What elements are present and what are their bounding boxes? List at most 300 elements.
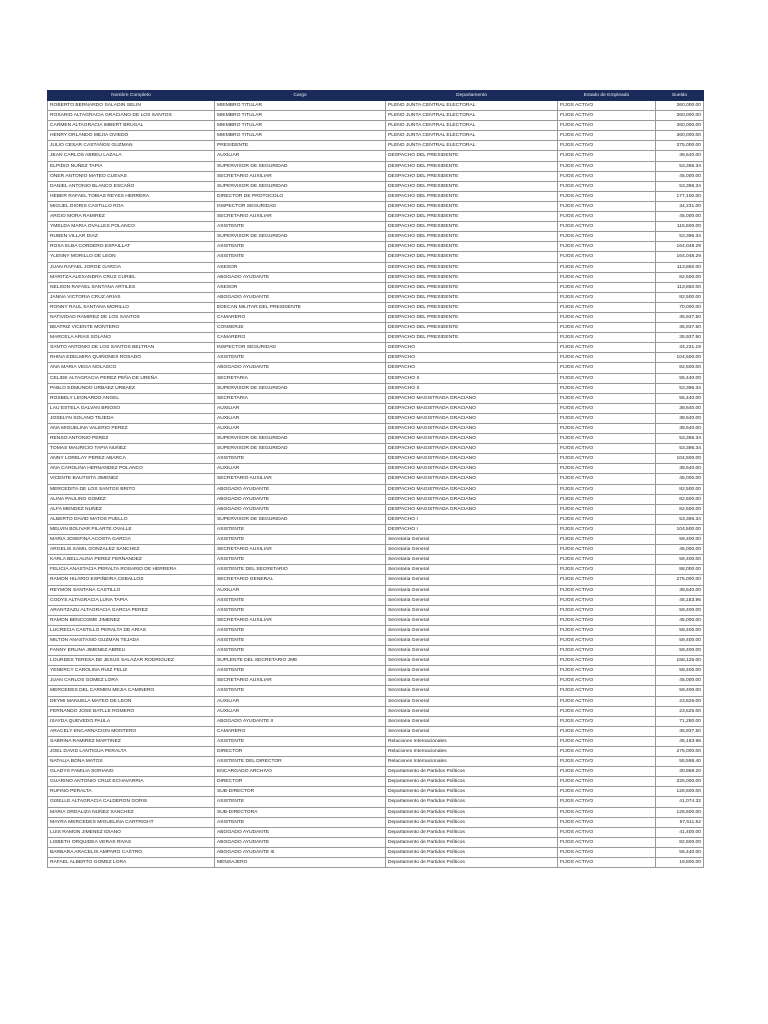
cell-cargo: AUXILIAR [215, 403, 386, 413]
table-row [48, 656, 704, 666]
cell-nombre: TOMAS MAURICIO TAPIA NUÑEZ [48, 444, 215, 454]
cell-nombre: SABRINA RAMIREZ MARTINEZ [48, 736, 215, 746]
cell-departamento: DESPACHO II [386, 383, 558, 393]
cell-cargo: ASISTENTE [215, 454, 386, 464]
cell-sueldo: 82,500.00 [656, 484, 704, 494]
cell-sueldo: 45,000.00 [656, 474, 704, 484]
cell-sueldo: 30,958.20 [656, 767, 704, 777]
cell-nombre: JOEL DAVID LANTIGUA PERALTA [48, 747, 215, 757]
cell-sueldo: 360,000.00 [656, 101, 704, 111]
cell-departamento: DESPACHO MAGISTRADA GRACIANO [386, 403, 558, 413]
cell-nombre: LOURDES TERESA DE JESUS SALAZAR RODRIGUEZ [48, 656, 215, 666]
cell-sueldo: 126,500.00 [656, 807, 704, 817]
table-row [48, 514, 704, 524]
cell-nombre: ARANTZAZU ALTAGRACIA GARCIA PEREZ [48, 605, 215, 615]
cell-sueldo: 177,100.00 [656, 191, 704, 201]
cell-cargo: CAMARERO [215, 333, 386, 343]
table-row [48, 625, 704, 635]
cell-cargo: ABOGADO AYUDANTE II [215, 716, 386, 726]
cell-cargo: SUPERVISOR DE SEGURIDAD [215, 181, 386, 191]
cell-sueldo: 45,000.00 [656, 676, 704, 686]
cell-cargo: ASISTENTE DEL DIRECTOR [215, 757, 386, 767]
cell-nombre: ROSBELY LEONARDO ANGEL [48, 393, 215, 403]
cell-departamento: Departamento de Partidos Políticos [386, 837, 558, 847]
cell-nombre: ANA CAROLINA HERNANDEZ POLANCO [48, 464, 215, 474]
table-row [48, 413, 704, 423]
cell-cargo: ASISTENTE DEL SECRETARIO [215, 565, 386, 575]
cell-cargo: AUXILIAR [215, 706, 386, 716]
cell-cargo: SUPERVISOR DE SEGURIDAD [215, 383, 386, 393]
cell-sueldo: 55,440.00 [656, 847, 704, 857]
table-row [48, 635, 704, 645]
cell-nombre: ANNY LORELAY PEREZ ABARCA [48, 454, 215, 464]
cell-estado: FIJOS ACTIVO [558, 222, 656, 232]
cell-estado: FIJOS ACTIVO [558, 373, 656, 383]
cell-nombre: MARITZA ALEXANDRA CRUZ CURIEL [48, 272, 215, 282]
cell-sueldo: 35,937.50 [656, 333, 704, 343]
cell-nombre: JUAN RAFAEL JORGE GARCIA [48, 262, 215, 272]
cell-cargo: ASISTENTE [215, 535, 386, 545]
table-row [48, 595, 704, 605]
cell-nombre: GLADYS FAMILIA SORIANO [48, 767, 215, 777]
cell-nombre: MARIA ORDALIZA NUÑEZ SANCHEZ [48, 807, 215, 817]
cell-departamento: DESPACHO [386, 363, 558, 373]
cell-departamento: Secretaria General [386, 575, 558, 585]
cell-estado: FIJOS ACTIVO [558, 454, 656, 464]
cell-nombre: YMELDA MARIA OVALLES POLANCO [48, 222, 215, 232]
cell-estado: FIJOS ACTIVO [558, 504, 656, 514]
cell-sueldo: 59,400.00 [656, 666, 704, 676]
cell-estado: FIJOS ACTIVO [558, 444, 656, 454]
cell-departamento: Secretaria General [386, 706, 558, 716]
cell-departamento: DESPACHO MAGISTRADA GRACIANO [386, 464, 558, 474]
table-row [48, 363, 704, 373]
cell-departamento: DESPACHO MAGISTRADA GRACIANO [386, 424, 558, 434]
cell-estado: FIJOS ACTIVO [558, 131, 656, 141]
cell-departamento: DESPACHO DEL PRESIDENTE [386, 252, 558, 262]
cell-nombre: GISELLE ALTAGRACIA CALDERON GORIS [48, 797, 215, 807]
cell-estado: FIJOS ACTIVO [558, 585, 656, 595]
cell-estado: FIJOS ACTIVO [558, 726, 656, 736]
cell-estado: FIJOS ACTIVO [558, 353, 656, 363]
cell-cargo: AUXILIAR [215, 585, 386, 595]
cell-departamento: DESPACHO II [386, 373, 558, 383]
cell-departamento: DESPACHO DEL PRESIDENTE [386, 302, 558, 312]
cell-sueldo: 275,000.00 [656, 747, 704, 757]
cell-estado: FIJOS ACTIVO [558, 302, 656, 312]
cell-estado: FIJOS ACTIVO [558, 434, 656, 444]
cell-departamento: PLENO JUNTA CENTRAL ELECTORAL [386, 141, 558, 151]
cell-estado: FIJOS ACTIVO [558, 747, 656, 757]
cell-departamento: PLENO JUNTA CENTRAL ELECTORAL [386, 121, 558, 131]
cell-nombre: CELIDE ALTAGRACIA PEREZ PEÑA DE UREÑA [48, 373, 215, 383]
cell-cargo: ABOGADO AYUDANTE [215, 484, 386, 494]
cell-departamento: DESPACHO I [386, 524, 558, 534]
table-row [48, 292, 704, 302]
cell-departamento: DESPACHO DEL PRESIDENTE [386, 212, 558, 222]
cell-nombre: RUBEN VILLAR DIAZ [48, 232, 215, 242]
table-row [48, 131, 704, 141]
cell-departamento: Departamento de Partidos Políticos [386, 858, 558, 868]
cell-departamento: Secretaria General [386, 676, 558, 686]
cell-cargo: CAMARERO [215, 726, 386, 736]
payroll-table [47, 90, 704, 868]
cell-estado: FIJOS ACTIVO [558, 484, 656, 494]
cell-nombre: JULIO CESAR CASTAÑOS GUZMAN [48, 141, 215, 151]
table-row [48, 454, 704, 464]
cell-sueldo: 45,000.00 [656, 212, 704, 222]
cell-cargo: MENSAJERO [215, 858, 386, 868]
table-row [48, 151, 704, 161]
cell-cargo: SUPERVISOR DE SEGURIDAD [215, 434, 386, 444]
cell-nombre: PABLO EDMUNDO URBAEZ URBAEZ [48, 383, 215, 393]
cell-departamento: Secretaria General [386, 565, 558, 575]
cell-cargo: ASISTENTE [215, 353, 386, 363]
cell-sueldo: 19,800.00 [656, 858, 704, 868]
cell-departamento: DESPACHO MAGISTRADA GRACIANO [386, 484, 558, 494]
cell-sueldo: 59,400.00 [656, 646, 704, 656]
cell-cargo: DIRECTOR DE PROTOCOLO [215, 191, 386, 201]
cell-departamento: Departamento de Partidos Políticos [386, 797, 558, 807]
table-row [48, 777, 704, 787]
cell-estado: FIJOS ACTIVO [558, 282, 656, 292]
cell-nombre: SANTO ANTONIO DE LOS SANTOS BELTRAN [48, 343, 215, 353]
table-row [48, 605, 704, 615]
cell-cargo: SUPERVISOR DE SEGURIDAD [215, 444, 386, 454]
cell-nombre: RUFINO PERALTA [48, 787, 215, 797]
cell-departamento: Departamento de Partidos Políticos [386, 817, 558, 827]
cell-sueldo: 35,937.50 [656, 312, 704, 322]
cell-sueldo: 67,611.52 [656, 817, 704, 827]
cell-sueldo: 55,440.00 [656, 373, 704, 383]
cell-cargo: MIEMBRO TITULAR [215, 101, 386, 111]
cell-nombre: NELSON RAFAEL SANTANA ARTILES [48, 282, 215, 292]
cell-estado: FIJOS ACTIVO [558, 181, 656, 191]
cell-estado: FIJOS ACTIVO [558, 656, 656, 666]
cell-cargo: ASISTENTE [215, 646, 386, 656]
cell-departamento: Relaciones Internacionales [386, 747, 558, 757]
cell-nombre: LAU ESTELA GALVAN BRIOSO [48, 403, 215, 413]
cell-sueldo: 360,000.00 [656, 121, 704, 131]
cell-estado: FIJOS ACTIVO [558, 777, 656, 787]
cell-nombre: BARBARA ARACELIS AMPARO CASTRO [48, 847, 215, 857]
cell-departamento: Secretaria General [386, 605, 558, 615]
cell-nombre: CODYS ALTAGRACIA LUNA TAPIA [48, 595, 215, 605]
cell-departamento: Relaciones Internacionales [386, 757, 558, 767]
cell-departamento: Secretaria General [386, 585, 558, 595]
cell-sueldo: 23,625.00 [656, 706, 704, 716]
cell-cargo: ASISTENTE [215, 797, 386, 807]
cell-departamento: DESPACHO MAGISTRADA GRACIANO [386, 454, 558, 464]
cell-sueldo: 38,640.00 [656, 424, 704, 434]
cell-estado: FIJOS ACTIVO [558, 706, 656, 716]
table-row [48, 474, 704, 484]
cell-estado: FIJOS ACTIVO [558, 403, 656, 413]
cell-sueldo: 104,500.00 [656, 454, 704, 464]
table-row [48, 242, 704, 252]
cell-sueldo: 45,183.96 [656, 595, 704, 605]
table-row [48, 827, 704, 837]
cell-nombre: MIGUEL DIORIS CASTILLO ROA [48, 201, 215, 211]
cell-cargo: SECRETARIA [215, 393, 386, 403]
cell-nombre: KARLA BELLALINA PEREZ FERNANDEZ [48, 555, 215, 565]
cell-departamento: DESPACHO DEL PRESIDENTE [386, 171, 558, 181]
cell-estado: FIJOS ACTIVO [558, 464, 656, 474]
cell-departamento: DESPACHO MAGISTRADA GRACIANO [386, 444, 558, 454]
cell-departamento: DESPACHO DEL PRESIDENTE [386, 201, 558, 211]
cell-cargo: ASISTENTE [215, 222, 386, 232]
cell-cargo: ABOGADO AYUDANTE [215, 292, 386, 302]
cell-cargo: ENCARGADO ARCHIVO [215, 767, 386, 777]
cell-nombre: ISAYDA QUEVEDO PAULA [48, 716, 215, 726]
cell-departamento: DESPACHO I [386, 514, 558, 524]
cell-cargo: CAMARERO [215, 312, 386, 322]
table-row [48, 262, 704, 272]
cell-estado: FIJOS ACTIVO [558, 646, 656, 656]
cell-sueldo: 275,000.00 [656, 575, 704, 585]
cell-nombre: ALBERTO DAVID MATOS PUELLO [48, 514, 215, 524]
cell-nombre: JOSELYN SOLANO TEJEDA [48, 413, 215, 423]
cell-cargo: SECRETARIO GENERAL [215, 575, 386, 585]
table-row [48, 212, 704, 222]
cell-estado: FIJOS ACTIVO [558, 494, 656, 504]
table-row [48, 797, 704, 807]
cell-sueldo: 45,183.96 [656, 736, 704, 746]
table-row [48, 726, 704, 736]
table-row [48, 282, 704, 292]
cell-estado: FIJOS ACTIVO [558, 424, 656, 434]
cell-estado: FIJOS ACTIVO [558, 363, 656, 373]
cell-estado: FIJOS ACTIVO [558, 686, 656, 696]
cell-estado: FIJOS ACTIVO [558, 797, 656, 807]
cell-cargo: ABOGADO AYUDANTE [215, 827, 386, 837]
cell-nombre: GUARINO ANTONIO CRUZ ECHAVARRIA [48, 777, 215, 787]
cell-cargo: AUXILIAR [215, 696, 386, 706]
cell-nombre: YENERCY CAROLINA RUIZ FELIZ [48, 666, 215, 676]
cell-cargo: AUXILIAR [215, 151, 386, 161]
cell-departamento: Departamento de Partidos Políticos [386, 777, 558, 787]
cell-departamento: DESPACHO MAGISTRADA GRACIANO [386, 393, 558, 403]
cell-cargo: SECRETARIO AUXILIAR [215, 171, 386, 181]
cell-sueldo: 53,396.34 [656, 383, 704, 393]
table-row [48, 201, 704, 211]
cell-estado: FIJOS ACTIVO [558, 413, 656, 423]
cell-estado: FIJOS ACTIVO [558, 625, 656, 635]
cell-cargo: MIEMBRO TITULAR [215, 131, 386, 141]
header-departamento: Departamento [386, 91, 558, 101]
cell-sueldo: 34,231.19 [656, 343, 704, 353]
cell-sueldo: 82,500.00 [656, 494, 704, 504]
cell-estado: FIJOS ACTIVO [558, 393, 656, 403]
cell-cargo: ASISTENTE [215, 242, 386, 252]
cell-departamento: PLENO JUNTA CENTRAL ELECTORAL [386, 111, 558, 121]
cell-estado: FIJOS ACTIVO [558, 666, 656, 676]
table-row [48, 434, 704, 444]
cell-nombre: ROSA ELBA CORDERO ESPAILLAT [48, 242, 215, 252]
cell-nombre: ANA MIGUELINA VALERIO PEREZ [48, 424, 215, 434]
cell-cargo: ABOGADO AYUDANTE [215, 272, 386, 282]
cell-nombre: HENRY ORLANDO MEJIA OVIEDO [48, 131, 215, 141]
cell-nombre: JEAN CARLOS ABREU LAZALA [48, 151, 215, 161]
cell-estado: FIJOS ACTIVO [558, 736, 656, 746]
cell-cargo: SUPERVISOR DE SEGURIDAD [215, 161, 386, 171]
cell-cargo: SUPLENTE DEL SECRETARIO JME [215, 656, 386, 666]
cell-estado: FIJOS ACTIVO [558, 474, 656, 484]
cell-nombre: ARGIO MORA RAMIREZ [48, 212, 215, 222]
cell-estado: FIJOS ACTIVO [558, 101, 656, 111]
table-body [48, 101, 704, 868]
table-row [48, 383, 704, 393]
cell-sueldo: 59,400.00 [656, 555, 704, 565]
cell-departamento: Secretaria General [386, 625, 558, 635]
cell-sueldo: 53,396.34 [656, 444, 704, 454]
cell-departamento: Secretaria General [386, 595, 558, 605]
cell-cargo: EDECAN MILITAR DEL PRESIDENTE [215, 302, 386, 312]
cell-departamento: Secretaria General [386, 686, 558, 696]
cell-departamento: DESPACHO DEL PRESIDENTE [386, 323, 558, 333]
cell-cargo: ASISTENTE [215, 252, 386, 262]
cell-estado: FIJOS ACTIVO [558, 232, 656, 242]
cell-nombre: LUIS RAMON JIMENEZ IDIANO [48, 827, 215, 837]
cell-departamento: Relaciones Internacionales [386, 736, 558, 746]
table-row [48, 545, 704, 555]
cell-estado: FIJOS ACTIVO [558, 292, 656, 302]
cell-departamento: Secretaria General [386, 726, 558, 736]
table-row [48, 666, 704, 676]
cell-cargo: PRESIDENTE [215, 141, 386, 151]
cell-estado: FIJOS ACTIVO [558, 111, 656, 121]
cell-estado: FIJOS ACTIVO [558, 312, 656, 322]
cell-departamento: DESPACHO DEL PRESIDENTE [386, 333, 558, 343]
cell-cargo: DIRECTOR [215, 747, 386, 757]
table-row [48, 524, 704, 534]
cell-cargo: SUPERVISOR DE SEGURIDAD [215, 232, 386, 242]
cell-estado: FIJOS ACTIVO [558, 272, 656, 282]
cell-nombre: REYMON SANTANA CASTILLO [48, 585, 215, 595]
cell-nombre: ANA MARIA VEGA NOLASCO [48, 363, 215, 373]
cell-sueldo: 164,048.29 [656, 242, 704, 252]
cell-sueldo: 82,500.00 [656, 837, 704, 847]
table-row [48, 585, 704, 595]
cell-estado: FIJOS ACTIVO [558, 262, 656, 272]
cell-departamento: DESPACHO [386, 353, 558, 363]
cell-cargo: SECRETARIO AUXILIAR [215, 676, 386, 686]
cell-estado: FIJOS ACTIVO [558, 716, 656, 726]
cell-departamento: DESPACHO MAGISTRADA GRACIANO [386, 504, 558, 514]
cell-departamento: DESPACHO DEL PRESIDENTE [386, 292, 558, 302]
cell-cargo: SUB-DIRECTOR [215, 787, 386, 797]
cell-sueldo: 104,500.00 [656, 353, 704, 363]
cell-estado: FIJOS ACTIVO [558, 191, 656, 201]
cell-cargo: SUPERVISOR DE SEGURIDAD [215, 514, 386, 524]
table-row [48, 424, 704, 434]
cell-estado: FIJOS ACTIVO [558, 141, 656, 151]
cell-estado: FIJOS ACTIVO [558, 323, 656, 333]
table-row [48, 161, 704, 171]
table-row [48, 272, 704, 282]
cell-departamento: DESPACHO DEL PRESIDENTE [386, 161, 558, 171]
cell-estado: FIJOS ACTIVO [558, 696, 656, 706]
cell-nombre: NATIVIDAD RAMIREZ DE LOS SANTOS [48, 312, 215, 322]
table-row [48, 403, 704, 413]
cell-sueldo: 59,400.00 [656, 625, 704, 635]
table-row [48, 847, 704, 857]
cell-estado: FIJOS ACTIVO [558, 121, 656, 131]
table-row [48, 817, 704, 827]
cell-departamento: Departamento de Partidos Políticos [386, 807, 558, 817]
table-row [48, 141, 704, 151]
cell-sueldo: 35,937.50 [656, 323, 704, 333]
cell-nombre: ROSARIO ALTAGRACIA GRACIANO DE LOS SANTOS [48, 111, 215, 121]
cell-sueldo: 53,396.34 [656, 181, 704, 191]
cell-nombre: RHINA EDELMIRA QUIÑONES ROSADO [48, 353, 215, 363]
cell-estado: FIJOS ACTIVO [558, 514, 656, 524]
table-row [48, 312, 704, 322]
cell-sueldo: 225,000.00 [656, 777, 704, 787]
cell-estado: FIJOS ACTIVO [558, 565, 656, 575]
cell-nombre: MARIA JOSEFINA ACOSTA GARCIA [48, 535, 215, 545]
cell-nombre: RENSO ANTONIO PEREZ [48, 434, 215, 444]
cell-estado: FIJOS ACTIVO [558, 847, 656, 857]
cell-sueldo: 164,048.29 [656, 252, 704, 262]
cell-nombre: FANNY ERLINA JIMENEZ ABREU [48, 646, 215, 656]
table-row [48, 252, 704, 262]
cell-departamento: DESPACHO MAGISTRADA GRACIANO [386, 434, 558, 444]
table-row [48, 111, 704, 121]
cell-estado: FIJOS ACTIVO [558, 524, 656, 534]
cell-departamento: DESPACHO DEL PRESIDENTE [386, 282, 558, 292]
table-row [48, 343, 704, 353]
cell-cargo: ASISTENTE [215, 555, 386, 565]
cell-sueldo: 59,400.00 [656, 605, 704, 615]
cell-cargo: ABOGADO AYUDANTE [215, 363, 386, 373]
cell-sueldo: 53,396.34 [656, 514, 704, 524]
table-row [48, 736, 704, 746]
cell-estado: FIJOS ACTIVO [558, 858, 656, 868]
cell-nombre: BEATRIZ VICENTE MONTERO [48, 323, 215, 333]
cell-cargo: SECRETARIO AUXILIAR [215, 545, 386, 555]
table-row [48, 706, 704, 716]
table-row [48, 121, 704, 131]
cell-sueldo: 115,500.00 [656, 222, 704, 232]
table-row [48, 787, 704, 797]
cell-departamento: Secretaria General [386, 615, 558, 625]
cell-sueldo: 55,440.00 [656, 393, 704, 403]
cell-nombre: ALINA PAULINO GOMEZ [48, 494, 215, 504]
cell-departamento: PLENO JUNTA CENTRAL ELECTORAL [386, 131, 558, 141]
cell-departamento: DESPACHO MAGISTRADA GRACIANO [386, 494, 558, 504]
cell-nombre: DEYMI MANUELA MATEO DE LEON [48, 696, 215, 706]
cell-sueldo: 113,850.00 [656, 282, 704, 292]
cell-nombre: LISBETH ORQUIDEA VERAS RIVAS [48, 837, 215, 847]
cell-departamento: Secretaria General [386, 635, 558, 645]
cell-sueldo: 88,000.00 [656, 565, 704, 575]
table-row [48, 575, 704, 585]
cell-cargo: ASISTENTE [215, 605, 386, 615]
cell-estado: FIJOS ACTIVO [558, 615, 656, 625]
cell-estado: FIJOS ACTIVO [558, 545, 656, 555]
cell-estado: FIJOS ACTIVO [558, 757, 656, 767]
cell-departamento: DESPACHO DEL PRESIDENTE [386, 242, 558, 252]
cell-cargo: ASISTENTE [215, 666, 386, 676]
cell-nombre: ALFA MENDEZ NUÑEZ [48, 504, 215, 514]
cell-nombre: CARMEN ALTAGRACIA IMBERT BRUGAL [48, 121, 215, 131]
cell-cargo: ABOGADO AYUDANTE [215, 837, 386, 847]
cell-departamento: DESPACHO DEL PRESIDENTE [386, 312, 558, 322]
cell-nombre: FELICIA ANASTACIA PERALTA ROSARIO DE HERRERA [48, 565, 215, 575]
cell-nombre: ARACELY ENCARNACION MONTERO [48, 726, 215, 736]
cell-nombre: HEBER RAFAEL TOBIAS REYES HERRERA [48, 191, 215, 201]
